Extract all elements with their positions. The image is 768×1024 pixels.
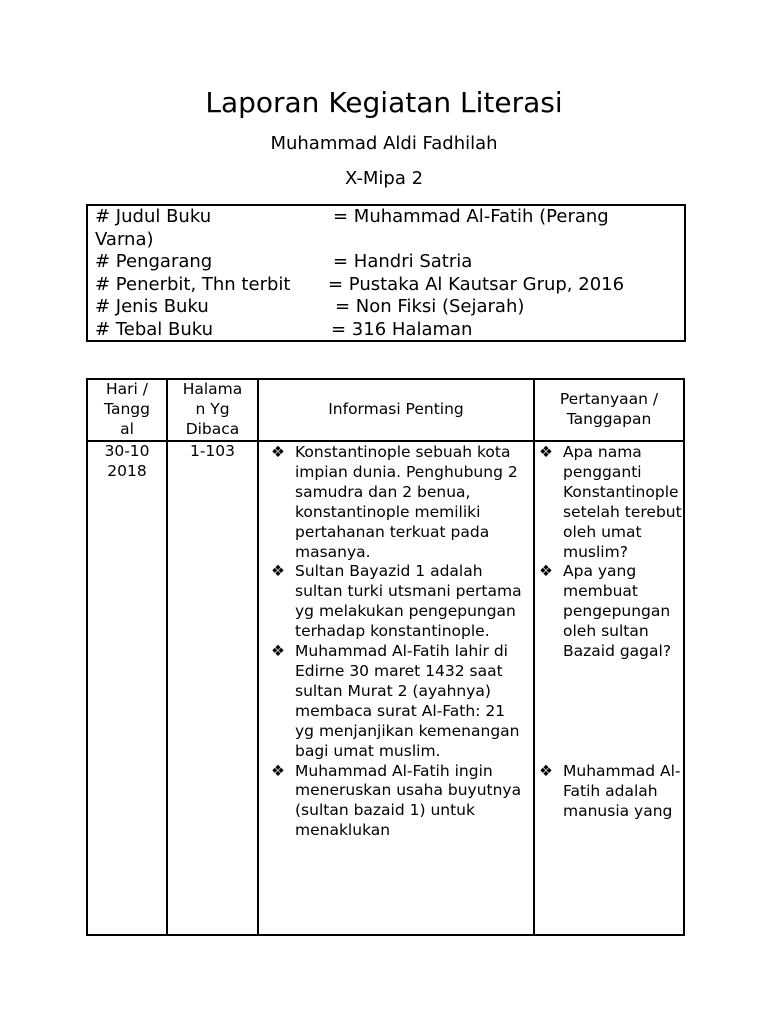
info-cell xyxy=(258,441,534,935)
header-date: Hari / Tangg al xyxy=(87,379,167,441)
penerbit-label: # Penerbit, Thn terbit xyxy=(95,273,291,295)
reading-log-table xyxy=(86,378,685,936)
penerbit-value: = Pustaka Al Kautsar Grup, 2016 xyxy=(328,273,625,295)
tebal-value: = 316 Halaman xyxy=(331,318,473,340)
info-list xyxy=(259,442,533,841)
pengarang-label: # Pengarang xyxy=(95,251,213,272)
jenis-value: = Non Fiksi (Sejarah) xyxy=(335,296,525,317)
list-item: ❖ Muhammad Al-Fatih ingin meneruskan usaha buyutnya (sultan bazaid 1) untuk menaklukan xyxy=(271,761,522,840)
question-list xyxy=(535,442,683,822)
header-question: Pertanyaan / Tanggapan xyxy=(534,379,684,441)
question-cell xyxy=(534,441,684,935)
judul-value: = Muhammad Al-Fatih (Perang xyxy=(333,206,609,227)
list-item: ❖ Sultan Bayazid 1 adalah sultan turki utsmani pertama yg melakukan pengepungan terhadap konstantinople. xyxy=(271,562,522,641)
list-item: ❖ Muhammad Al-Fatih lahir di Edirne 30 maret 1432 saat sultan Murat 2 (ayahnya) membaca surat Al-Fath: 21 yg menjanjikan kemenangan bagi umat muslim. xyxy=(271,642,520,760)
diamond-bullet-icon: ❖ xyxy=(539,562,553,581)
pages-cell: 1-103 xyxy=(167,441,258,935)
list-item: ❖ Apa yang membuat pengepungan oleh sultan Bazaid gagal? xyxy=(539,562,672,661)
diamond-bullet-icon: ❖ xyxy=(271,443,285,461)
judul-label: # Judul Buku xyxy=(95,206,212,227)
diamond-bullet-icon: ❖ xyxy=(539,443,553,461)
list-item: ❖ Apa nama pengganti Konstantinople setelah terebut oleh umat muslim? xyxy=(539,443,682,561)
date-cell: 30-10 2018 xyxy=(87,441,167,935)
diamond-bullet-icon: ❖ xyxy=(271,642,285,661)
table-header-row xyxy=(87,379,684,441)
diamond-bullet-icon: ❖ xyxy=(271,562,285,581)
book-info-box xyxy=(86,204,686,342)
class-name: X-Mipa 2 xyxy=(344,168,424,189)
judul-cont: Varna) xyxy=(95,228,154,250)
list-item: ❖ Konstantinople sebuah kota impian dunia. Penghubung 2 samudra dan 2 benua, konstantinople memiliki pertahanan terkuat pada masanya. xyxy=(271,443,518,561)
table-row xyxy=(87,441,684,935)
diamond-bullet-icon: ❖ xyxy=(539,761,553,780)
header-info: Informasi Penting xyxy=(258,379,534,441)
diamond-bullet-icon: ❖ xyxy=(271,761,285,780)
header-pages: Halama n Yg Dibaca xyxy=(167,379,258,441)
author-name: Muhammad Aldi Fadhilah xyxy=(270,133,498,154)
tebal-label: # Tebal Buku xyxy=(95,318,214,340)
list-item: ❖ Muhammad Al-Fatih adalah manusia yang xyxy=(539,761,681,820)
pengarang-value: = Handri Satria xyxy=(333,251,473,272)
report-title: Laporan Kegiatan Literasi xyxy=(205,86,563,119)
jenis-label: # Jenis Buku xyxy=(95,296,209,317)
